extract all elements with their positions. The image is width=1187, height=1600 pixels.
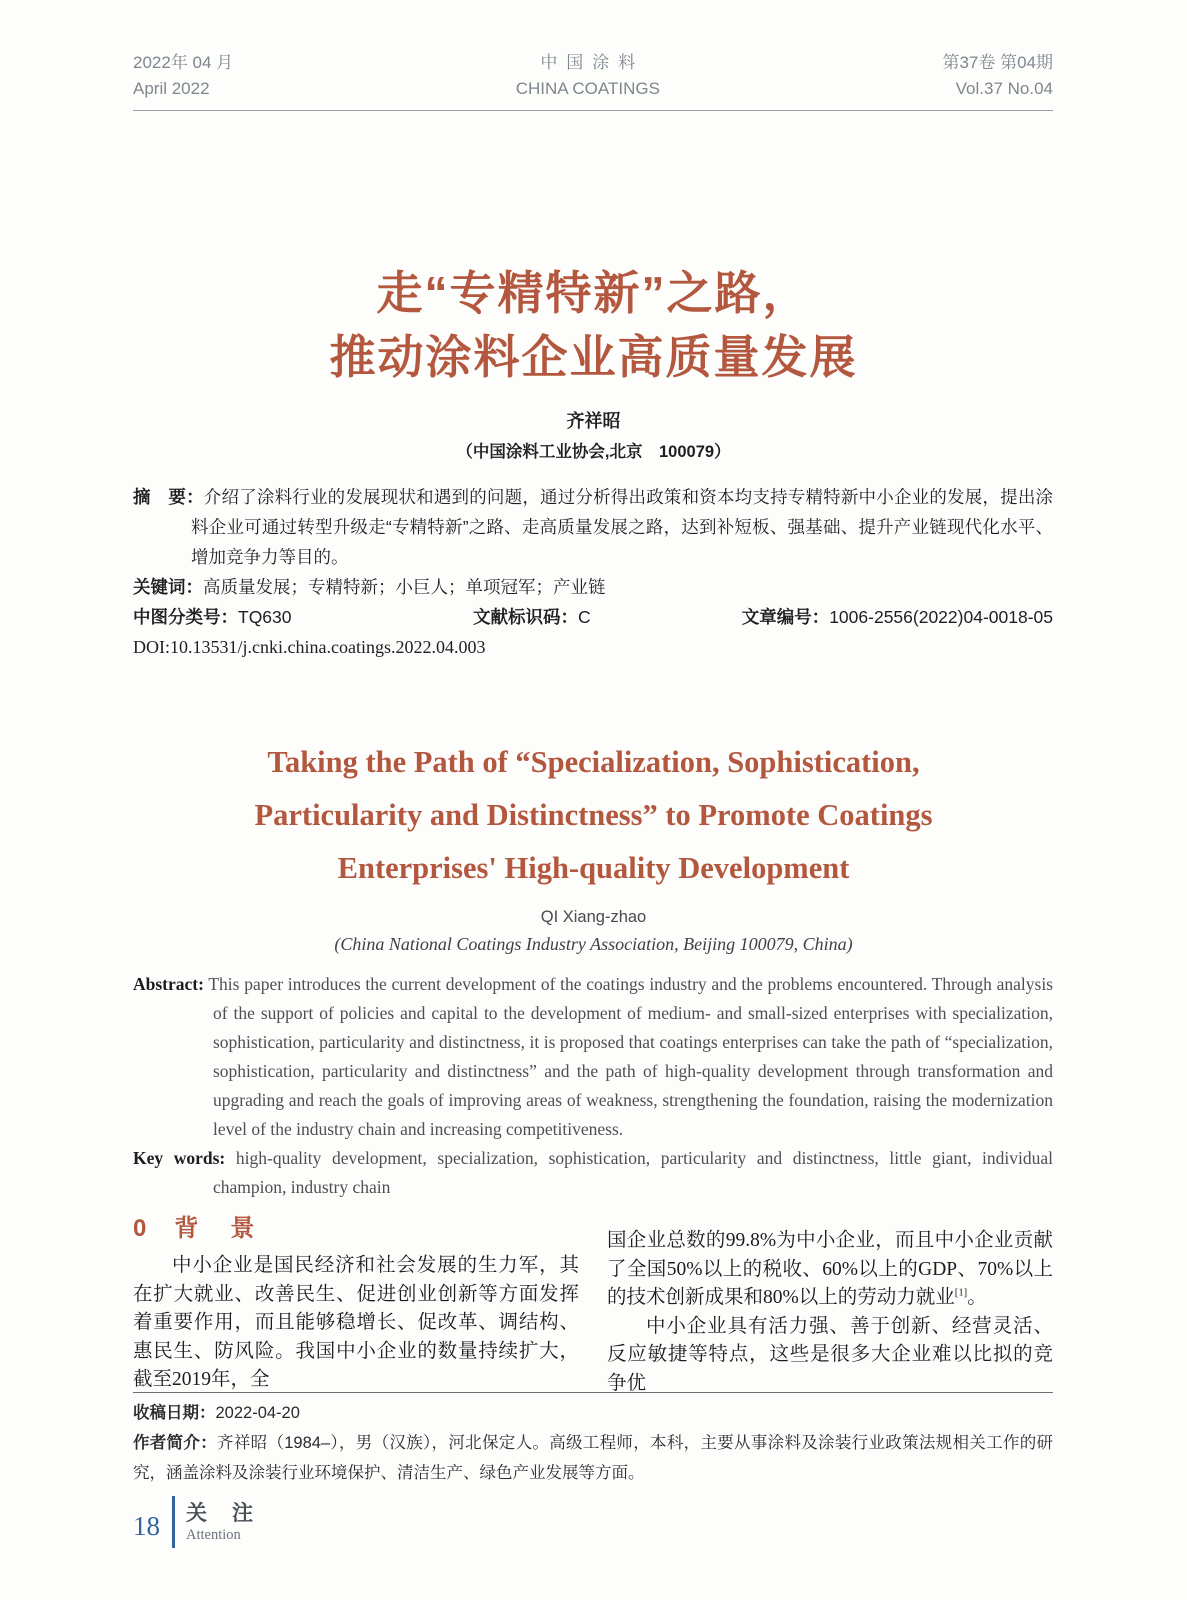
journal-name-cn: 中国涂料	[540, 53, 645, 72]
body-column-left	[133, 1212, 579, 1398]
article-number-label: 文章编号：	[741, 607, 830, 627]
header-issue-cn: 第37卷 第04期	[942, 53, 1053, 72]
section-heading	[133, 1212, 579, 1246]
column-name-en: Attention	[186, 1526, 241, 1543]
classification-row	[133, 602, 1053, 632]
keywords-cn-label: 关键词：	[133, 577, 203, 597]
document-code	[473, 602, 742, 632]
body-paragraph-right-2: 中小企业具有活力强、善于创新、经营灵活、反应敏捷等特点，这些是很多大企业难以比拟的竞争优	[607, 1315, 1053, 1394]
abstract-cn-label: 摘 要：	[133, 487, 204, 507]
article-title-en-line3: Enterprises' High-quality Development	[337, 851, 850, 885]
article-title-en-line2: Particularity and Distinctness” to Promote Coatings	[254, 798, 933, 832]
body-paragraph-right-1-text: 国企业总数的99.8%为中小企业，而且中小企业贡献了全国50%以上的税收、60%以上的GDP、70%以上的技术创新成果和80%以上的劳动力就业	[607, 1230, 1053, 1308]
header-date-en: April 2022	[133, 79, 210, 98]
body-section	[133, 1212, 1053, 1398]
article-title-cn	[0, 261, 1187, 389]
author-name-cn: 齐祥昭	[566, 411, 621, 431]
journal-name-en: CHINA COATINGS	[515, 79, 660, 98]
header-issue	[942, 50, 1053, 102]
footnote-block	[133, 1392, 1053, 1488]
author-affiliation-cn: （中国涂料工业协会,北京 100079）	[456, 443, 731, 461]
abstract-cn-text: 介绍了涂料行业的发展现状和遇到的问题，通过分析得出政策和资本均支持专精特新中小企业的发展，提出涂料企业可通过转型升级走“专精特新”之路、走高质量发展之路，达到补短板、强基础、提升产业链现代化水平、增加竞争力等目的。	[191, 487, 1054, 567]
author-bio-label: 作者简介：	[133, 1434, 218, 1452]
header-journal-name	[516, 50, 660, 102]
keywords-en-label: Key words:	[133, 1148, 226, 1168]
article-number-value: 1006-2556(2022)04-0018-05	[829, 607, 1053, 627]
body-paragraph-right-1	[607, 1227, 1053, 1313]
received-date-line	[133, 1398, 1053, 1428]
abstract-en-text: This paper introduces the current development of the coatings industry and the problems encountered. Through analysis of the support of policies and capital to the development of medium- and small-sized enterprises with specialization, sophistication, particularity and distinctness, it is proposed that coatings enterprises can take the path of “specialization, sophistication, particularity and distinctness” and the path of high-quality development through transformation and upgrading and reach the goals of improving areas of weakness, strengthening the foundation, raising the modernization level of the industry chain and increasing competitiveness.	[208, 974, 1053, 1139]
keywords-en-text: high-quality development, specialization, sophistication, particularity and distinctness, little giant, individual champion, industry chain	[213, 1148, 1054, 1197]
clc-number	[133, 602, 473, 632]
page-number: 18	[133, 1510, 160, 1541]
citation-ref-1: [1]	[954, 1286, 968, 1299]
article-title-cn-line2: 推动涂料企业高质量发展	[329, 331, 858, 383]
author-bio-line	[133, 1428, 1053, 1488]
body-column-right	[607, 1212, 1053, 1398]
column-name	[186, 1501, 255, 1544]
journal-header	[133, 0, 1053, 111]
section-number: 0	[133, 1215, 151, 1242]
keywords-cn-text: 高质量发展；专精特新；小巨人；单项冠军；产业链	[203, 577, 606, 597]
section-title: 背 景	[174, 1215, 259, 1242]
article-title-en-line1: Taking the Path of “Specialization, Sophistication,	[267, 745, 920, 779]
author-affiliation-en: (China National Coatings Industry Association, Beijing 100079, China)	[334, 934, 853, 954]
abstract-cn	[133, 482, 1053, 572]
article-title-en	[0, 736, 1187, 895]
column-name-cn: 关 注	[186, 1501, 255, 1525]
document-code-label: 文献标识码：	[473, 607, 578, 627]
article-title-cn-line1: 走“专精特新”之路，	[376, 267, 811, 319]
received-date-label: 收稿日期：	[133, 1404, 216, 1422]
clc-label: 中图分类号：	[133, 607, 238, 627]
doi: DOI:10.13531/j.cnki.china.coatings.2022.04.003	[133, 637, 486, 657]
footer-divider-bar	[172, 1496, 175, 1548]
keywords-en	[133, 1144, 1053, 1202]
header-date-cn: 2022年 04 月	[133, 53, 234, 72]
header-date	[133, 50, 233, 102]
abstract-en-label: Abstract:	[133, 974, 204, 994]
abstract-en	[133, 970, 1053, 1144]
document-code-value: C	[578, 607, 591, 627]
received-date-value: 2022-04-20	[215, 1404, 300, 1422]
body-paragraph-right-1-end: 。	[967, 1287, 987, 1308]
header-issue-en: Vol.37 No.04	[955, 79, 1053, 98]
body-paragraph-left: 中小企业是国民经济和社会发展的生力军，其在扩大就业、改善民生、促进创业创新等方面发挥着重要作用，而且能够稳增长、促改革、调结构、惠民生、防风险。我国中小企业的数量持续扩大，截至2019年，全	[133, 1255, 579, 1390]
author-name-en: QI Xiang-zhao	[540, 908, 647, 926]
page-footer	[133, 1496, 255, 1548]
keywords-cn	[133, 572, 1053, 602]
author-bio-text: 齐祥昭（1984–），男（汉族），河北保定人。高级工程师，本科，主要从事涂料及涂装行业政策法规相关工作的研究，涵盖涂料及涂装行业环境保护、清洁生产、绿色产业发展等方面。	[133, 1434, 1054, 1482]
clc-value: TQ630	[238, 607, 292, 627]
article-number	[742, 602, 1053, 632]
